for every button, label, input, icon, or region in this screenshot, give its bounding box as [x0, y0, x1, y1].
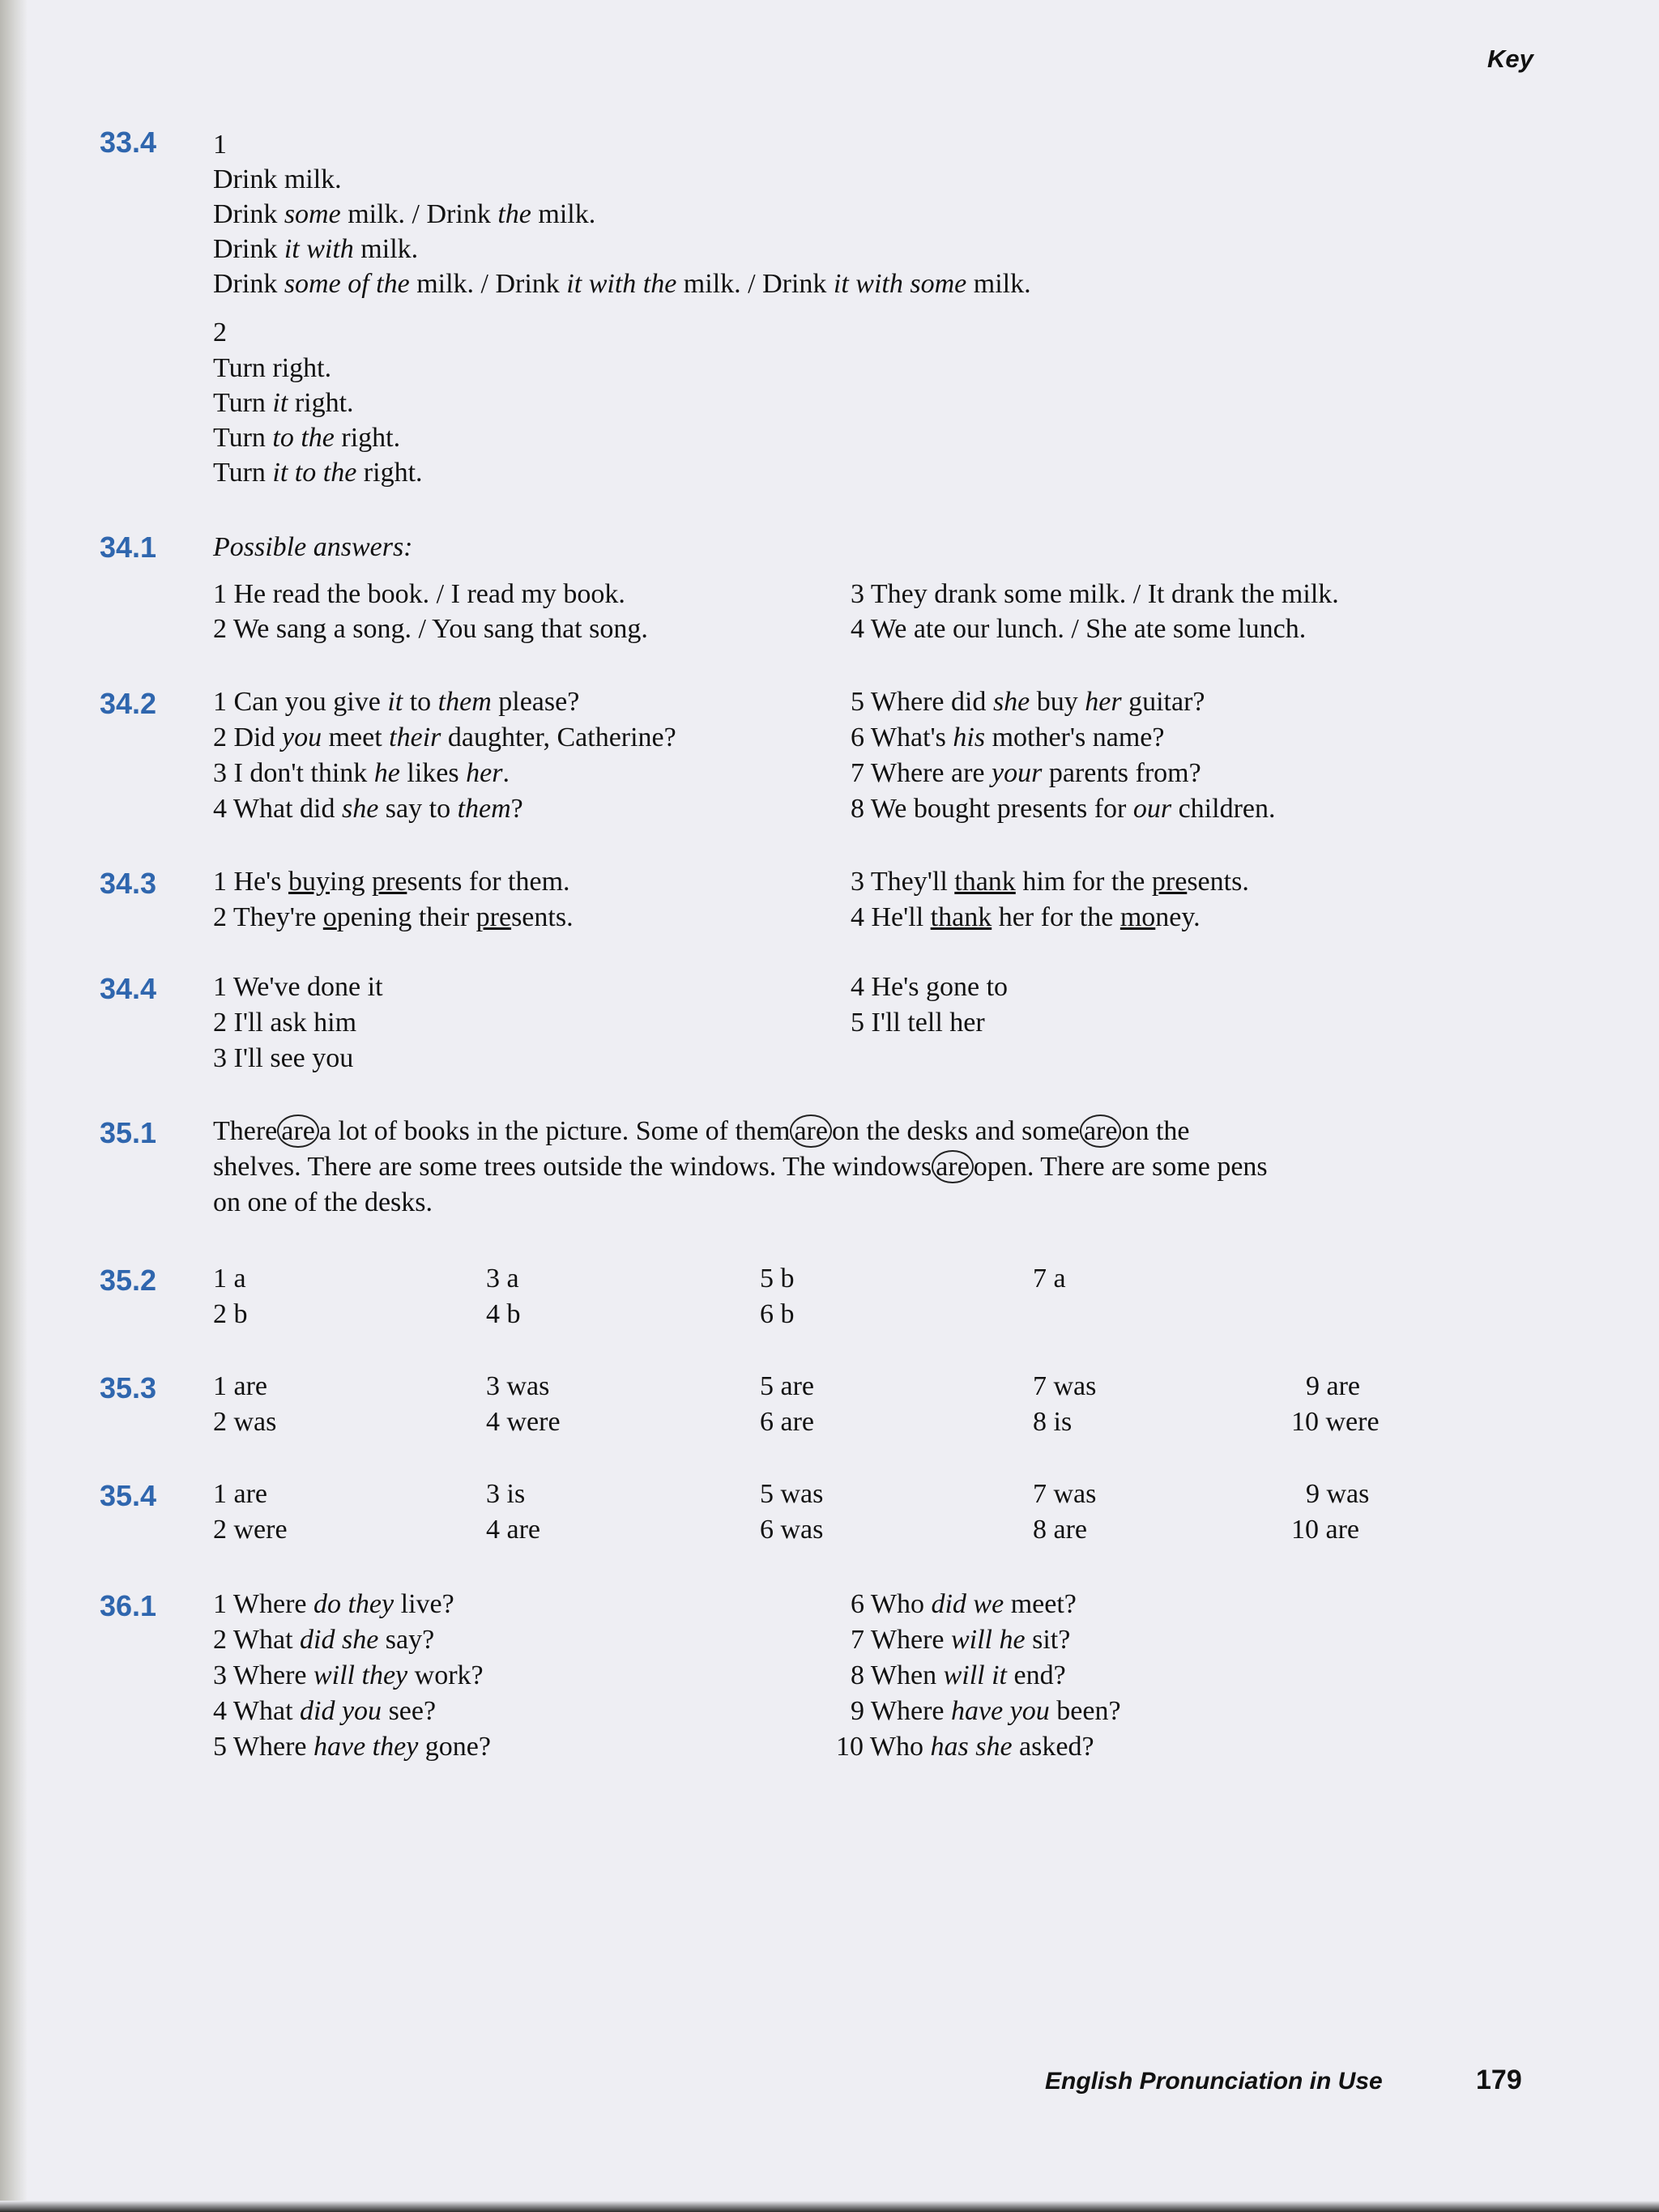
- answer-line: 6 What's his mother's name?: [851, 722, 1165, 752]
- exercise-number: 34.2: [100, 687, 157, 720]
- answer-line: 3 They drank some milk. / It drank the milk.: [851, 579, 1339, 609]
- answer-line: Turn right.: [213, 353, 332, 383]
- exercise-number: 35.4: [100, 1479, 157, 1512]
- answer-line: 1 Can you give it to them please?: [213, 687, 580, 717]
- answer-item: 3 was: [486, 1371, 550, 1401]
- exercise-number: 34.1: [100, 531, 157, 564]
- answer-line: 4 He's gone to: [851, 972, 1009, 1002]
- answer-item: 9 was: [1306, 1479, 1370, 1509]
- answer-item: 4 b: [486, 1299, 521, 1329]
- answer-line: Turn it right.: [213, 388, 354, 418]
- answer-line: 2 I'll ask him: [213, 1008, 357, 1038]
- answer-line: 1 He read the book. / I read my book.: [213, 579, 625, 609]
- answer-item: 5 was: [760, 1479, 824, 1509]
- section-heading: Possible answers:: [213, 532, 413, 562]
- answer-line: 2 They're opening their presents.: [213, 902, 574, 932]
- page-number: 179: [1476, 2065, 1522, 2095]
- answer-item: 8 are: [1033, 1515, 1088, 1545]
- answer-item: 6 was: [760, 1515, 824, 1545]
- answer-line: 1 Where do they live?: [213, 1589, 454, 1619]
- circled-word: are: [277, 1115, 319, 1148]
- answer-item: 7 was: [1033, 1479, 1097, 1509]
- answer-item: 10 are: [1291, 1515, 1360, 1545]
- answer-item: 4 were: [486, 1407, 561, 1437]
- answer-line: 10 Who has she asked?: [836, 1732, 1094, 1762]
- footer-book-title: English Pronunciation in Use: [1045, 2068, 1383, 2095]
- answer-item: 5 b: [760, 1264, 795, 1294]
- answer-line: 7 Where will he sit?: [851, 1625, 1071, 1655]
- answer-item: 9 are: [1306, 1371, 1361, 1401]
- answer-item: 1 are: [213, 1371, 268, 1401]
- answer-line: Drink milk.: [213, 164, 342, 194]
- answer-item: 3 is: [486, 1479, 526, 1509]
- answer-line: 4 We ate our lunch. / She ate some lunch.: [851, 614, 1307, 644]
- answer-line: Turn it to the right.: [213, 458, 423, 488]
- answer-item: 8 is: [1033, 1407, 1073, 1437]
- answer-item: 6 are: [760, 1407, 815, 1437]
- answer-line: 5 Where have they gone?: [213, 1732, 491, 1762]
- answer-line: 3 I don't think he likes her.: [213, 758, 510, 788]
- answer-item: 2 b: [213, 1299, 248, 1329]
- paragraph-line: on one of the desks.: [213, 1187, 433, 1217]
- answer-line: 9 Where have you been?: [851, 1696, 1121, 1726]
- answer-item: 7 a: [1033, 1264, 1066, 1294]
- answer-line: 6 Who did we meet?: [851, 1589, 1077, 1619]
- answer-line: 4 What did she say to them?: [213, 794, 523, 824]
- circled-word: are: [790, 1115, 832, 1148]
- page-bottom-edge: [0, 2201, 1659, 2212]
- answer-line: 1 He's buying presents for them.: [213, 867, 570, 897]
- running-header: Key: [1487, 45, 1533, 73]
- answer-item: 10 were: [1291, 1407, 1380, 1437]
- answer-line: Drink it with milk.: [213, 234, 419, 264]
- part-number: 2: [213, 318, 227, 347]
- answer-item: 2 were: [213, 1515, 288, 1545]
- exercise-number: 34.4: [100, 972, 157, 1005]
- answer-item: 1 are: [213, 1479, 268, 1509]
- answer-line: Drink some of the milk. / Drink it with the milk. / Drink it with some milk.: [213, 269, 1031, 299]
- answer-line: 3 They'll thank him for the presents.: [851, 867, 1249, 897]
- answer-line: 4 What did you see?: [213, 1696, 437, 1726]
- exercise-number: 36.1: [100, 1589, 157, 1622]
- exercise-number: 35.3: [100, 1371, 157, 1404]
- exercise-number: 35.1: [100, 1116, 157, 1149]
- answer-line: 5 Where did she buy her guitar?: [851, 687, 1205, 717]
- answer-line: 2 What did she say?: [213, 1625, 435, 1655]
- answer-line: 8 We bought presents for our children.: [851, 794, 1276, 824]
- answer-line: 2 Did you meet their daughter, Catherine?: [213, 722, 676, 752]
- answer-item: 5 are: [760, 1371, 815, 1401]
- answer-item: 2 was: [213, 1407, 277, 1437]
- exercise-number: 33.4: [100, 126, 157, 159]
- circled-word: are: [932, 1150, 974, 1183]
- answer-line: 3 I'll see you: [213, 1043, 354, 1073]
- circled-word: are: [1080, 1115, 1122, 1148]
- exercise-number: 34.3: [100, 867, 157, 900]
- answer-line: 5 I'll tell her: [851, 1008, 985, 1038]
- answer-line: Drink some milk. / Drink the milk.: [213, 199, 596, 229]
- part-number: 1: [213, 130, 227, 160]
- answer-item: 7 was: [1033, 1371, 1097, 1401]
- answer-item: 1 a: [213, 1264, 246, 1294]
- page-binding-shadow: [0, 0, 28, 2212]
- paragraph-line: There are a lot of books in the picture. Some of them are on the desks and some are on the: [213, 1116, 1190, 1146]
- answer-line: 1 We've done it: [213, 972, 383, 1002]
- answer-line: 7 Where are your parents from?: [851, 758, 1201, 788]
- answer-line: 8 When will it end?: [851, 1660, 1066, 1690]
- exercise-number: 35.2: [100, 1264, 157, 1297]
- answer-item: 4 are: [486, 1515, 541, 1545]
- answer-line: 3 Where will they work?: [213, 1660, 484, 1690]
- answer-item: 3 a: [486, 1264, 519, 1294]
- answer-item: 6 b: [760, 1299, 795, 1329]
- answer-line: Turn to the right.: [213, 423, 401, 453]
- answer-line: 2 We sang a song. / You sang that song.: [213, 614, 648, 644]
- answer-line: 4 He'll thank her for the money.: [851, 902, 1201, 932]
- paragraph-line: shelves. There are some trees outside the windows. The windows are open. There are some pens: [213, 1152, 1268, 1182]
